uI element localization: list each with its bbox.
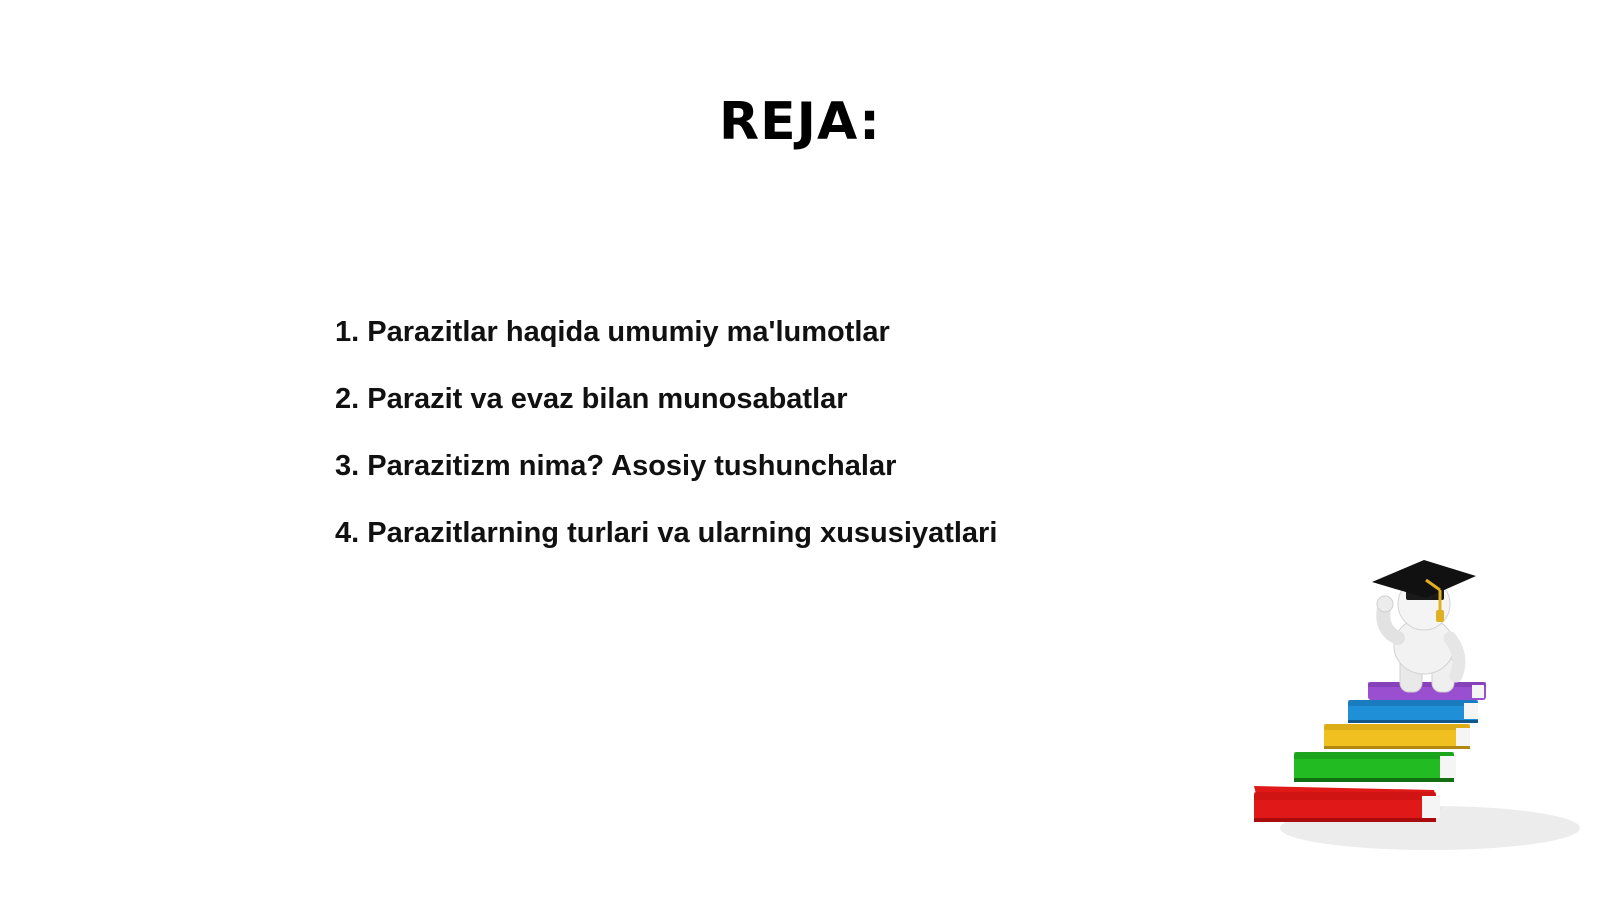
green-book	[1294, 752, 1456, 782]
yellow-book	[1324, 724, 1470, 749]
plan-item-2: 2. Parazit va evaz bilan munosabatlar	[335, 383, 848, 415]
plan-item-1: 1. Parazitlar haqida umumiy ma'lumotlar	[335, 316, 890, 348]
plan-item-4: 4. Parazitlarning turlari va ularning xususiyatlari	[335, 517, 998, 549]
slide-title: REJA:	[719, 92, 881, 152]
plan-item-3: 3. Parazitizm nima? Asosiy tushunchalar	[335, 450, 897, 482]
graduate-on-books-icon	[1250, 560, 1590, 860]
blue-book	[1348, 700, 1478, 723]
purple-book	[1368, 682, 1486, 700]
plan-list	[335, 312, 997, 580]
red-book	[1254, 786, 1440, 822]
